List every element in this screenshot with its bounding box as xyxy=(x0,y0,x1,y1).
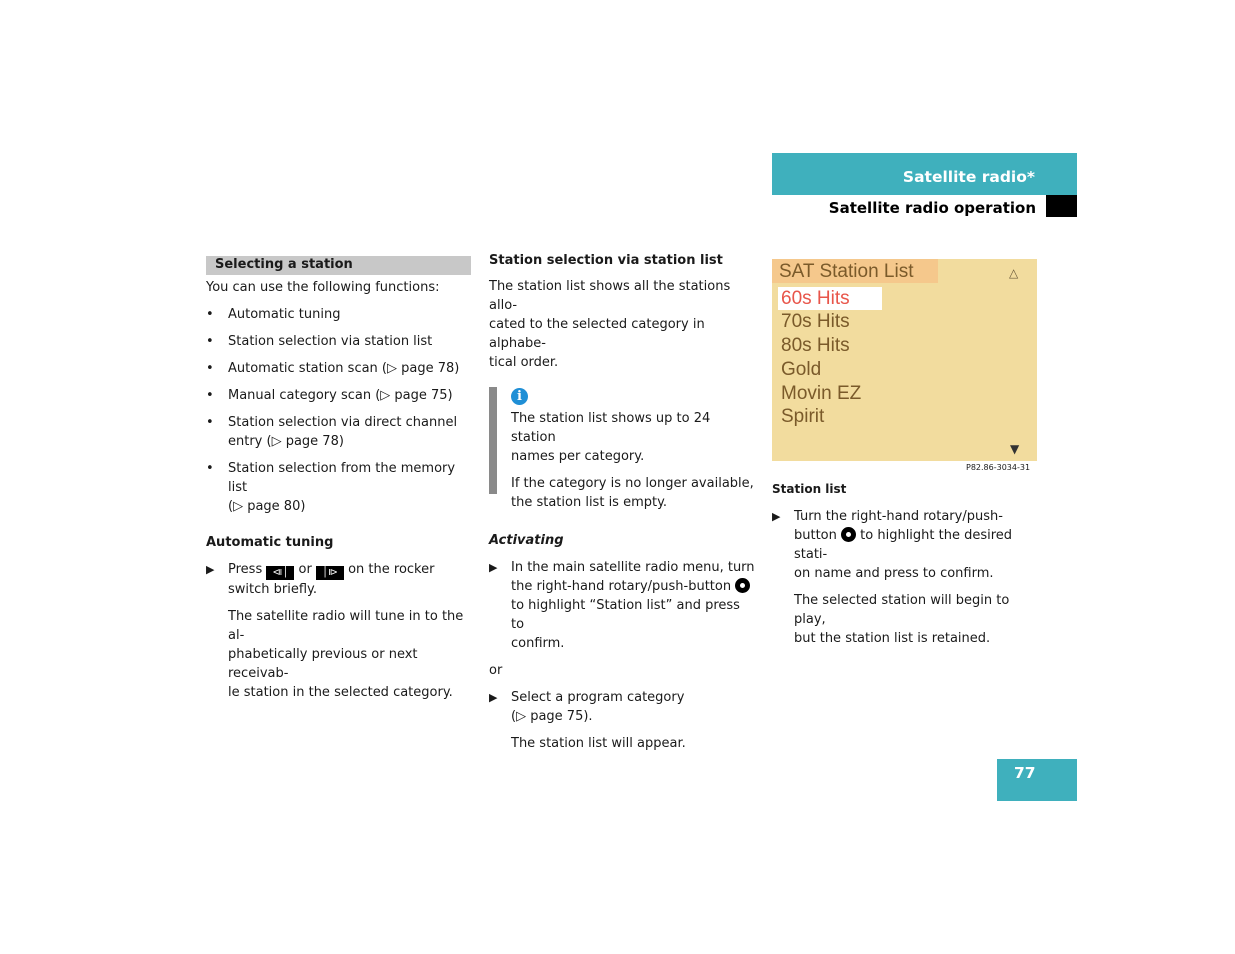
or-text: or xyxy=(489,663,503,678)
list-item: • Automatic tuning xyxy=(206,307,341,322)
column-middle xyxy=(489,251,755,753)
bullet-icon: • xyxy=(206,461,214,476)
column-left xyxy=(206,256,471,702)
activating-heading: Activating xyxy=(489,533,564,548)
bullet-icon: • xyxy=(206,307,214,322)
section-heading: Selecting a station xyxy=(206,256,471,275)
rotary-knob-icon xyxy=(841,527,856,542)
instruction-step: ▶ Press ⧏│ or │⧐ on the rocker switch briefly. xyxy=(206,562,435,597)
instruction-step: ▶ In the main satellite radio menu, turn the right-hand rotary/push-button to highlight “Station list” and press to confirm. xyxy=(489,560,755,651)
station-list-heading: Station selection via station list xyxy=(489,253,723,268)
list-item: • Station selection from the memory list (▷ page 80) xyxy=(206,461,456,514)
chapter-header-bar xyxy=(772,153,1077,195)
bullet-icon: • xyxy=(206,361,214,376)
instruction-step: ▶ Turn the right-hand rotary/push- button to highlight the desired stati- on name and press to confirm. xyxy=(772,509,1013,581)
bullet-icon: • xyxy=(206,415,214,430)
bullet-icon: • xyxy=(206,334,214,349)
list-item: • Station selection via direct channel entry (▷ page 78) xyxy=(206,415,458,449)
rotary-knob-icon xyxy=(735,578,750,593)
station-list-description: The station list shows all the stations allo- cated to the selected category in alphabe- tical order. xyxy=(489,279,731,370)
screen-list-item: Gold xyxy=(781,359,822,380)
intro-text: You can use the following functions: xyxy=(206,280,440,295)
scroll-down-icon: ▼ xyxy=(1010,442,1020,456)
page-number-tab xyxy=(997,759,1077,801)
scroll-up-icon: △ xyxy=(1009,266,1019,280)
step-result-note: The selected station will begin to play, but the station list is retained. xyxy=(794,593,1010,646)
figure-code: P82.86-3034-31 xyxy=(966,463,1031,472)
list-item: • Station selection via station list xyxy=(206,334,433,349)
skip-forward-key-icon: │⧐ xyxy=(316,566,344,580)
step-result-note: The satellite radio will tune in to the al- phabetically previous or next receivab- le station in the selected category. xyxy=(228,609,464,700)
chapter-title: Satellite radio* xyxy=(902,168,1035,186)
section-marker xyxy=(1046,195,1077,217)
page-number: 77 xyxy=(1014,764,1036,782)
automatic-tuning-heading: Automatic tuning xyxy=(206,535,334,550)
screen-list-item: Movin EZ xyxy=(781,383,862,404)
screen-list-item: 70s Hits xyxy=(781,311,850,332)
screen-list-item: 80s Hits xyxy=(781,335,850,356)
info-note-bar xyxy=(489,387,497,494)
screen-list-item: Spirit xyxy=(781,406,825,427)
screen-list-item-selected: 60s Hits xyxy=(781,288,850,309)
screen-title: SAT Station List xyxy=(779,261,914,282)
figure-caption: Station list xyxy=(772,482,847,496)
function-list xyxy=(206,305,471,516)
instruction-step: ▶ Select a program category (▷ page 75). xyxy=(489,690,685,724)
bullet-icon: • xyxy=(206,388,214,403)
step-arrow-icon: ▶ xyxy=(489,561,498,574)
step-arrow-icon: ▶ xyxy=(206,563,215,576)
skip-back-key-icon: ⧏│ xyxy=(266,566,294,580)
list-item: • Manual category scan (▷ page 75) xyxy=(206,388,453,403)
list-item: • Automatic station scan (▷ page 78) xyxy=(206,361,460,376)
section-title: Satellite radio operation xyxy=(828,199,1036,217)
column-right xyxy=(772,480,1042,648)
station-list-screen xyxy=(772,259,1037,461)
step-arrow-icon: ▶ xyxy=(772,510,781,523)
step-result-note: The station list will appear. xyxy=(511,736,686,751)
step-arrow-icon: ▶ xyxy=(489,691,498,704)
info-icon: i xyxy=(511,388,528,405)
info-note: i The station list shows up to 24 station names per category. If the category is no longer available, the station list is empty. xyxy=(489,387,755,512)
